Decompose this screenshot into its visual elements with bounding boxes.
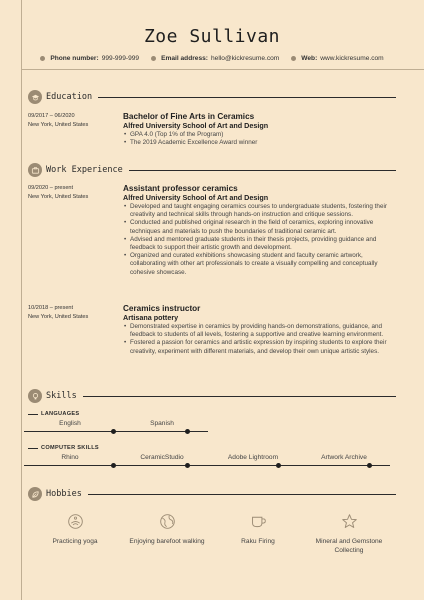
contact-bar	[0, 55, 424, 62]
entry-body	[123, 304, 393, 356]
section-education	[28, 90, 396, 104]
languages-label: LANGUAGES	[41, 411, 80, 417]
skill-group-label	[28, 445, 99, 451]
entry-organization: Alfred University School of Art and Design	[123, 192, 269, 202]
email-label: Email address:	[161, 55, 209, 62]
entry-title: Assistant professor ceramics	[123, 184, 238, 193]
entry-title: Ceramics instructor	[123, 304, 201, 313]
list-item: • Conducted and published original research in the field of ceramics, exploring innovative techniques and materials to push the boundaries of traditional ceramic art.	[123, 219, 393, 235]
globe-icon	[120, 513, 214, 533]
bullet-dot-icon	[40, 56, 45, 61]
section-title: Education	[46, 92, 93, 102]
experience-entry	[28, 184, 398, 299]
section-title: Hobbies	[46, 489, 82, 499]
entry-location: New York, United States	[28, 194, 89, 200]
web-value[interactable]: www.kickresume.com	[320, 55, 384, 62]
skill-item	[116, 419, 208, 432]
entry-location: New York, United States	[28, 122, 89, 128]
section-title: Skills	[46, 391, 77, 401]
section-rule	[129, 170, 396, 171]
bullet-dot-icon	[291, 56, 296, 61]
hobby-name: Practicing yoga	[52, 538, 98, 545]
section-title: Work Experience	[46, 165, 123, 175]
hobby-item	[28, 513, 122, 547]
skill-bar	[24, 465, 116, 466]
section-rule	[83, 396, 396, 397]
cup-icon	[211, 513, 305, 533]
entry-date-location	[28, 184, 118, 202]
contact-email	[151, 55, 279, 62]
entry-date: 09/2017 – 06/2020	[28, 113, 75, 119]
skill-item	[24, 453, 116, 466]
skill-name: English	[59, 420, 81, 427]
list-item: • Organized and curated exhibitions showcasing student and faculty ceramic artwork, collaborating with other art professionals to create a visually compelling and conceptually cohesive showcase.	[123, 252, 393, 277]
skill-item	[298, 453, 390, 466]
section-experience	[28, 163, 396, 177]
list-item: • Advised and mentored graduate students in their thesis projects, providing guidance and feedback to support their artistic growth and development.	[123, 236, 393, 252]
hobby-name: Mineral and Gemstone Collecting	[315, 538, 383, 554]
bullet-dot-icon	[151, 56, 156, 61]
computer-skills-label: COMPUTER SKILLS	[41, 445, 99, 451]
skill-bar	[298, 465, 390, 466]
skill-bar	[116, 465, 208, 466]
skill-item	[24, 419, 116, 432]
web-label: Web:	[301, 55, 318, 62]
entry-body	[123, 184, 393, 277]
list-item: • Developed and taught engaging ceramics courses to undergraduate students, fostering their creativity and technical skills through hands-on instruction and critique sessions.	[123, 203, 393, 219]
lightbulb-icon	[28, 389, 42, 403]
skill-name: Artwork Archive	[321, 454, 367, 461]
entry-date-location	[28, 112, 118, 130]
skill-level-knob	[367, 463, 372, 468]
leaf-icon	[28, 487, 42, 501]
label-dash	[28, 448, 38, 449]
entry-location: New York, United States	[28, 314, 89, 320]
skill-item	[116, 453, 208, 466]
section-rule	[98, 97, 396, 98]
section-rule	[88, 494, 396, 495]
entry-organization: Alfred University School of Art and Design	[123, 120, 269, 130]
section-hobbies	[28, 487, 396, 501]
email-value[interactable]: hello@kickresume.com	[211, 55, 280, 62]
skill-group-label	[28, 411, 79, 417]
header-divider	[22, 69, 424, 70]
entry-bullets	[123, 131, 393, 147]
contact-phone	[40, 55, 139, 62]
list-item: • Demonstrated expertise in ceramics by providing hands-on demonstrations, guidance, and feedback to students of all levels, fostering a supportive and creative learning environment.	[123, 323, 393, 339]
list-item: • GPA 4.0 (Top 1% of the Program)	[123, 131, 393, 139]
entry-date-location	[28, 304, 118, 322]
section-skills	[28, 389, 396, 403]
skill-name: CeramicStudio	[140, 454, 184, 461]
contact-web	[291, 55, 383, 62]
hobby-name: Enjoying barefoot walking	[129, 538, 205, 545]
list-item: • The 2019 Academic Excellence Award winner	[123, 139, 393, 147]
entry-bullets	[123, 203, 393, 277]
vertical-rule	[21, 0, 22, 600]
list-item: • Fostered a passion for ceramics and artistic expression by inspiring students to explore their creativity, experiment with different materials, and develop their own unique artistic styles.	[123, 339, 393, 355]
hobby-item	[302, 513, 396, 555]
yoga-icon	[28, 513, 122, 533]
label-dash	[28, 414, 38, 415]
skill-name: Spanish	[150, 420, 174, 427]
star-icon	[302, 513, 396, 533]
briefcase-icon	[28, 163, 42, 177]
hobby-name: Raku Firing	[241, 538, 275, 545]
hobby-item	[211, 513, 305, 547]
skill-level-knob	[185, 463, 190, 468]
phone-value: 999-999-999	[101, 55, 140, 62]
education-entry	[28, 112, 398, 152]
experience-entry	[28, 304, 398, 374]
entry-title: Bachelor of Fine Arts in Ceramics	[123, 112, 255, 121]
candidate-name: Zoe Sullivan	[143, 26, 281, 47]
phone-label: Phone number:	[50, 55, 99, 62]
skill-name: Adobe Lightroom	[227, 454, 279, 461]
entry-body	[123, 112, 393, 147]
skill-bar	[24, 431, 116, 432]
skill-bar	[207, 465, 299, 466]
hobby-item	[120, 513, 214, 547]
entry-organization: Artisana pottery	[123, 312, 179, 322]
skill-item	[207, 453, 299, 466]
graduation-cap-icon	[28, 90, 42, 104]
skill-name: Rhino	[61, 454, 79, 461]
skill-bar	[116, 431, 208, 432]
skill-level-knob	[276, 463, 281, 468]
entry-bullets	[123, 323, 393, 356]
entry-date: 10/2018 – present	[28, 305, 74, 311]
skill-level-knob	[185, 429, 190, 434]
entry-date: 09/2020 – present	[28, 185, 74, 191]
